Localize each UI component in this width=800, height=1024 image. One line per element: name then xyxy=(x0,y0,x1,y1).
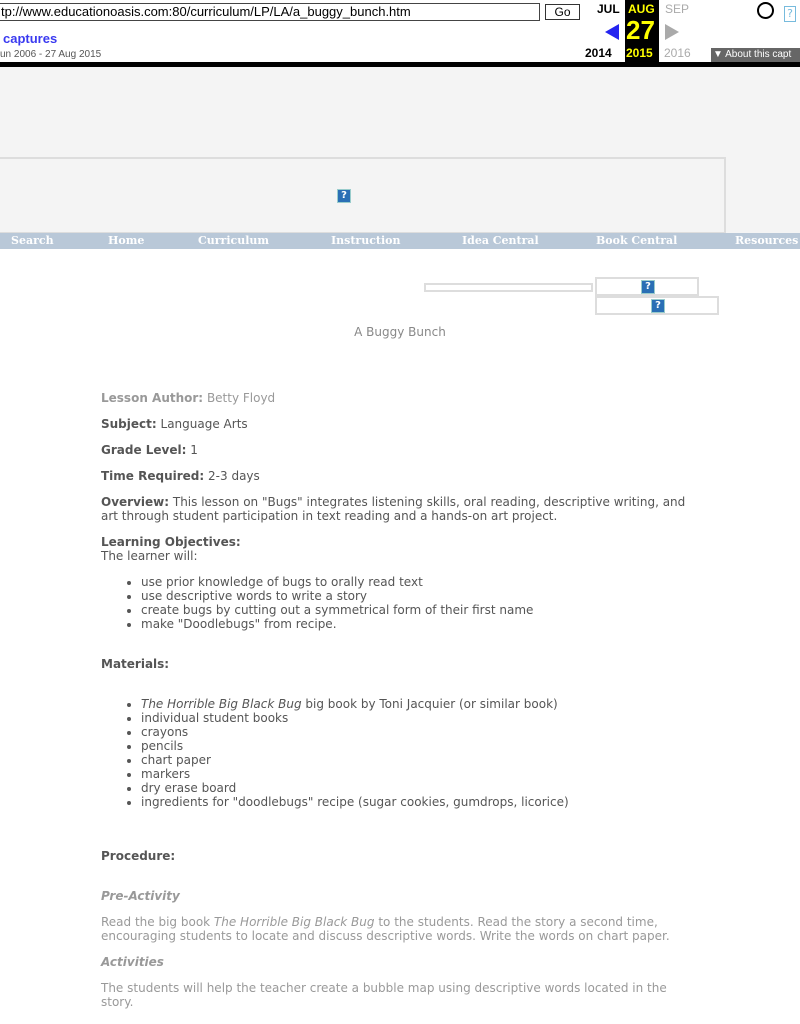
list-item: • dry erase board xyxy=(141,781,701,795)
overview-line xyxy=(101,495,701,523)
nav-instruction[interactable]: Instruction xyxy=(331,234,401,247)
next-arrow-icon xyxy=(665,24,679,40)
list-item: • individual student books xyxy=(141,711,701,725)
objectives-label: Learning Objectives: xyxy=(101,535,241,549)
objectives xyxy=(101,535,701,631)
text: Read the big book xyxy=(101,915,214,929)
book-title: The Horrible Big Black Bug xyxy=(141,697,302,711)
author: Betty Floyd xyxy=(206,391,276,405)
list-item: • use prior knowledge of bugs to orally read text xyxy=(141,575,701,589)
list-item: • create bugs by cutting out a symmetrical form of their first name xyxy=(141,603,701,617)
list-item: • use descriptive words to write a story xyxy=(141,589,701,603)
nav-search[interactable]: Search xyxy=(11,234,54,247)
list-item xyxy=(141,697,701,711)
subject-label: Subject: xyxy=(101,417,157,431)
activities-text: The students will help the teacher create a bubble map using descriptive words located in the story. xyxy=(101,981,667,1009)
wayback-toolbar xyxy=(0,0,800,62)
time: 2-3 days xyxy=(208,469,260,483)
subject-line xyxy=(101,417,701,431)
nav-resources[interactable]: Resources xyxy=(735,234,799,247)
about-capture-button[interactable]: ▼ About this capt xyxy=(711,48,800,62)
help-icon[interactable]: ? xyxy=(784,6,796,22)
pre-activity-heading: Pre-Activity xyxy=(101,889,180,903)
author-line xyxy=(101,391,701,405)
book-title: The Horrible Big Black Bug xyxy=(213,915,375,929)
circle-icon[interactable] xyxy=(757,2,774,19)
list-item: • make "Doodlebugs" from recipe. xyxy=(141,617,701,631)
time-line xyxy=(101,469,701,483)
grade-label: Grade Level: xyxy=(101,443,187,457)
overview: This lesson on "Bugs" integrates listening skills, oral reading, descriptive writing, and art through student participation in text reading and a hands-on art project. xyxy=(101,495,686,523)
procedure-label: Procedure: xyxy=(101,849,176,863)
prev-year-link[interactable]: 2014 xyxy=(585,46,612,60)
list-item: • chart paper xyxy=(141,753,701,767)
prev-arrow-icon[interactable] xyxy=(605,24,619,40)
missing-image-icon: ? xyxy=(641,280,655,294)
list-item: • pencils xyxy=(141,739,701,753)
lesson-content xyxy=(101,391,701,1021)
go-button[interactable]: Go xyxy=(545,4,580,20)
current-day: 27 xyxy=(626,15,655,45)
overview-label: Overview: xyxy=(101,495,170,509)
capture-range: un 2006 - 27 Aug 2015 xyxy=(0,49,102,60)
time-label: Time Required: xyxy=(101,469,205,483)
page-title: A Buggy Bunch xyxy=(354,325,446,339)
procedure xyxy=(101,849,701,1009)
nav-book-central[interactable]: Book Central xyxy=(596,234,678,247)
book-desc: big book by Toni Jacquier (or similar book) xyxy=(301,697,558,711)
prev-month-link[interactable]: JUL xyxy=(597,2,620,16)
image-placeholder xyxy=(595,296,719,315)
list-item: • markers xyxy=(141,767,701,781)
text: to the students. Read the story a second time, encouraging students to locate and discuss descriptive words. Write the words on chart paper. xyxy=(101,915,670,943)
nav-idea-central[interactable]: Idea Central xyxy=(462,234,539,247)
main-nav xyxy=(0,233,800,249)
list-item: • crayons xyxy=(141,725,701,739)
pre-activity-text xyxy=(101,915,701,943)
subject: Language Arts xyxy=(160,417,248,431)
materials xyxy=(101,657,701,809)
next-year: 2016 xyxy=(664,46,691,60)
grade-line xyxy=(101,443,701,457)
current-month: AUG xyxy=(628,2,655,16)
captures-link[interactable]: captures xyxy=(3,31,58,46)
objectives-intro: The learner will: xyxy=(101,549,198,563)
next-month: SEP xyxy=(665,2,690,16)
nav-home[interactable]: Home xyxy=(108,234,145,247)
list-item: • ingredients for "doodlebugs" recipe (sugar cookies, gumdrops, licorice) xyxy=(141,795,701,809)
activities-heading: Activities xyxy=(101,955,164,969)
author-label: Lesson Author: xyxy=(101,391,204,405)
missing-image-icon: ? xyxy=(651,299,665,313)
image-placeholder xyxy=(595,277,699,296)
banner-placeholder xyxy=(0,157,726,234)
nav-curriculum[interactable]: Curriculum xyxy=(198,234,270,247)
materials-label: Materials: xyxy=(101,657,170,671)
current-year: 2015 xyxy=(626,46,653,60)
image-placeholder xyxy=(424,283,593,292)
url-input[interactable]: tp://www.educationoasis.com:80/curriculum/LP/LA/a_buggy_bunch.htm xyxy=(0,3,540,21)
grade: 1 xyxy=(190,443,198,457)
missing-image-icon: ? xyxy=(337,189,351,203)
